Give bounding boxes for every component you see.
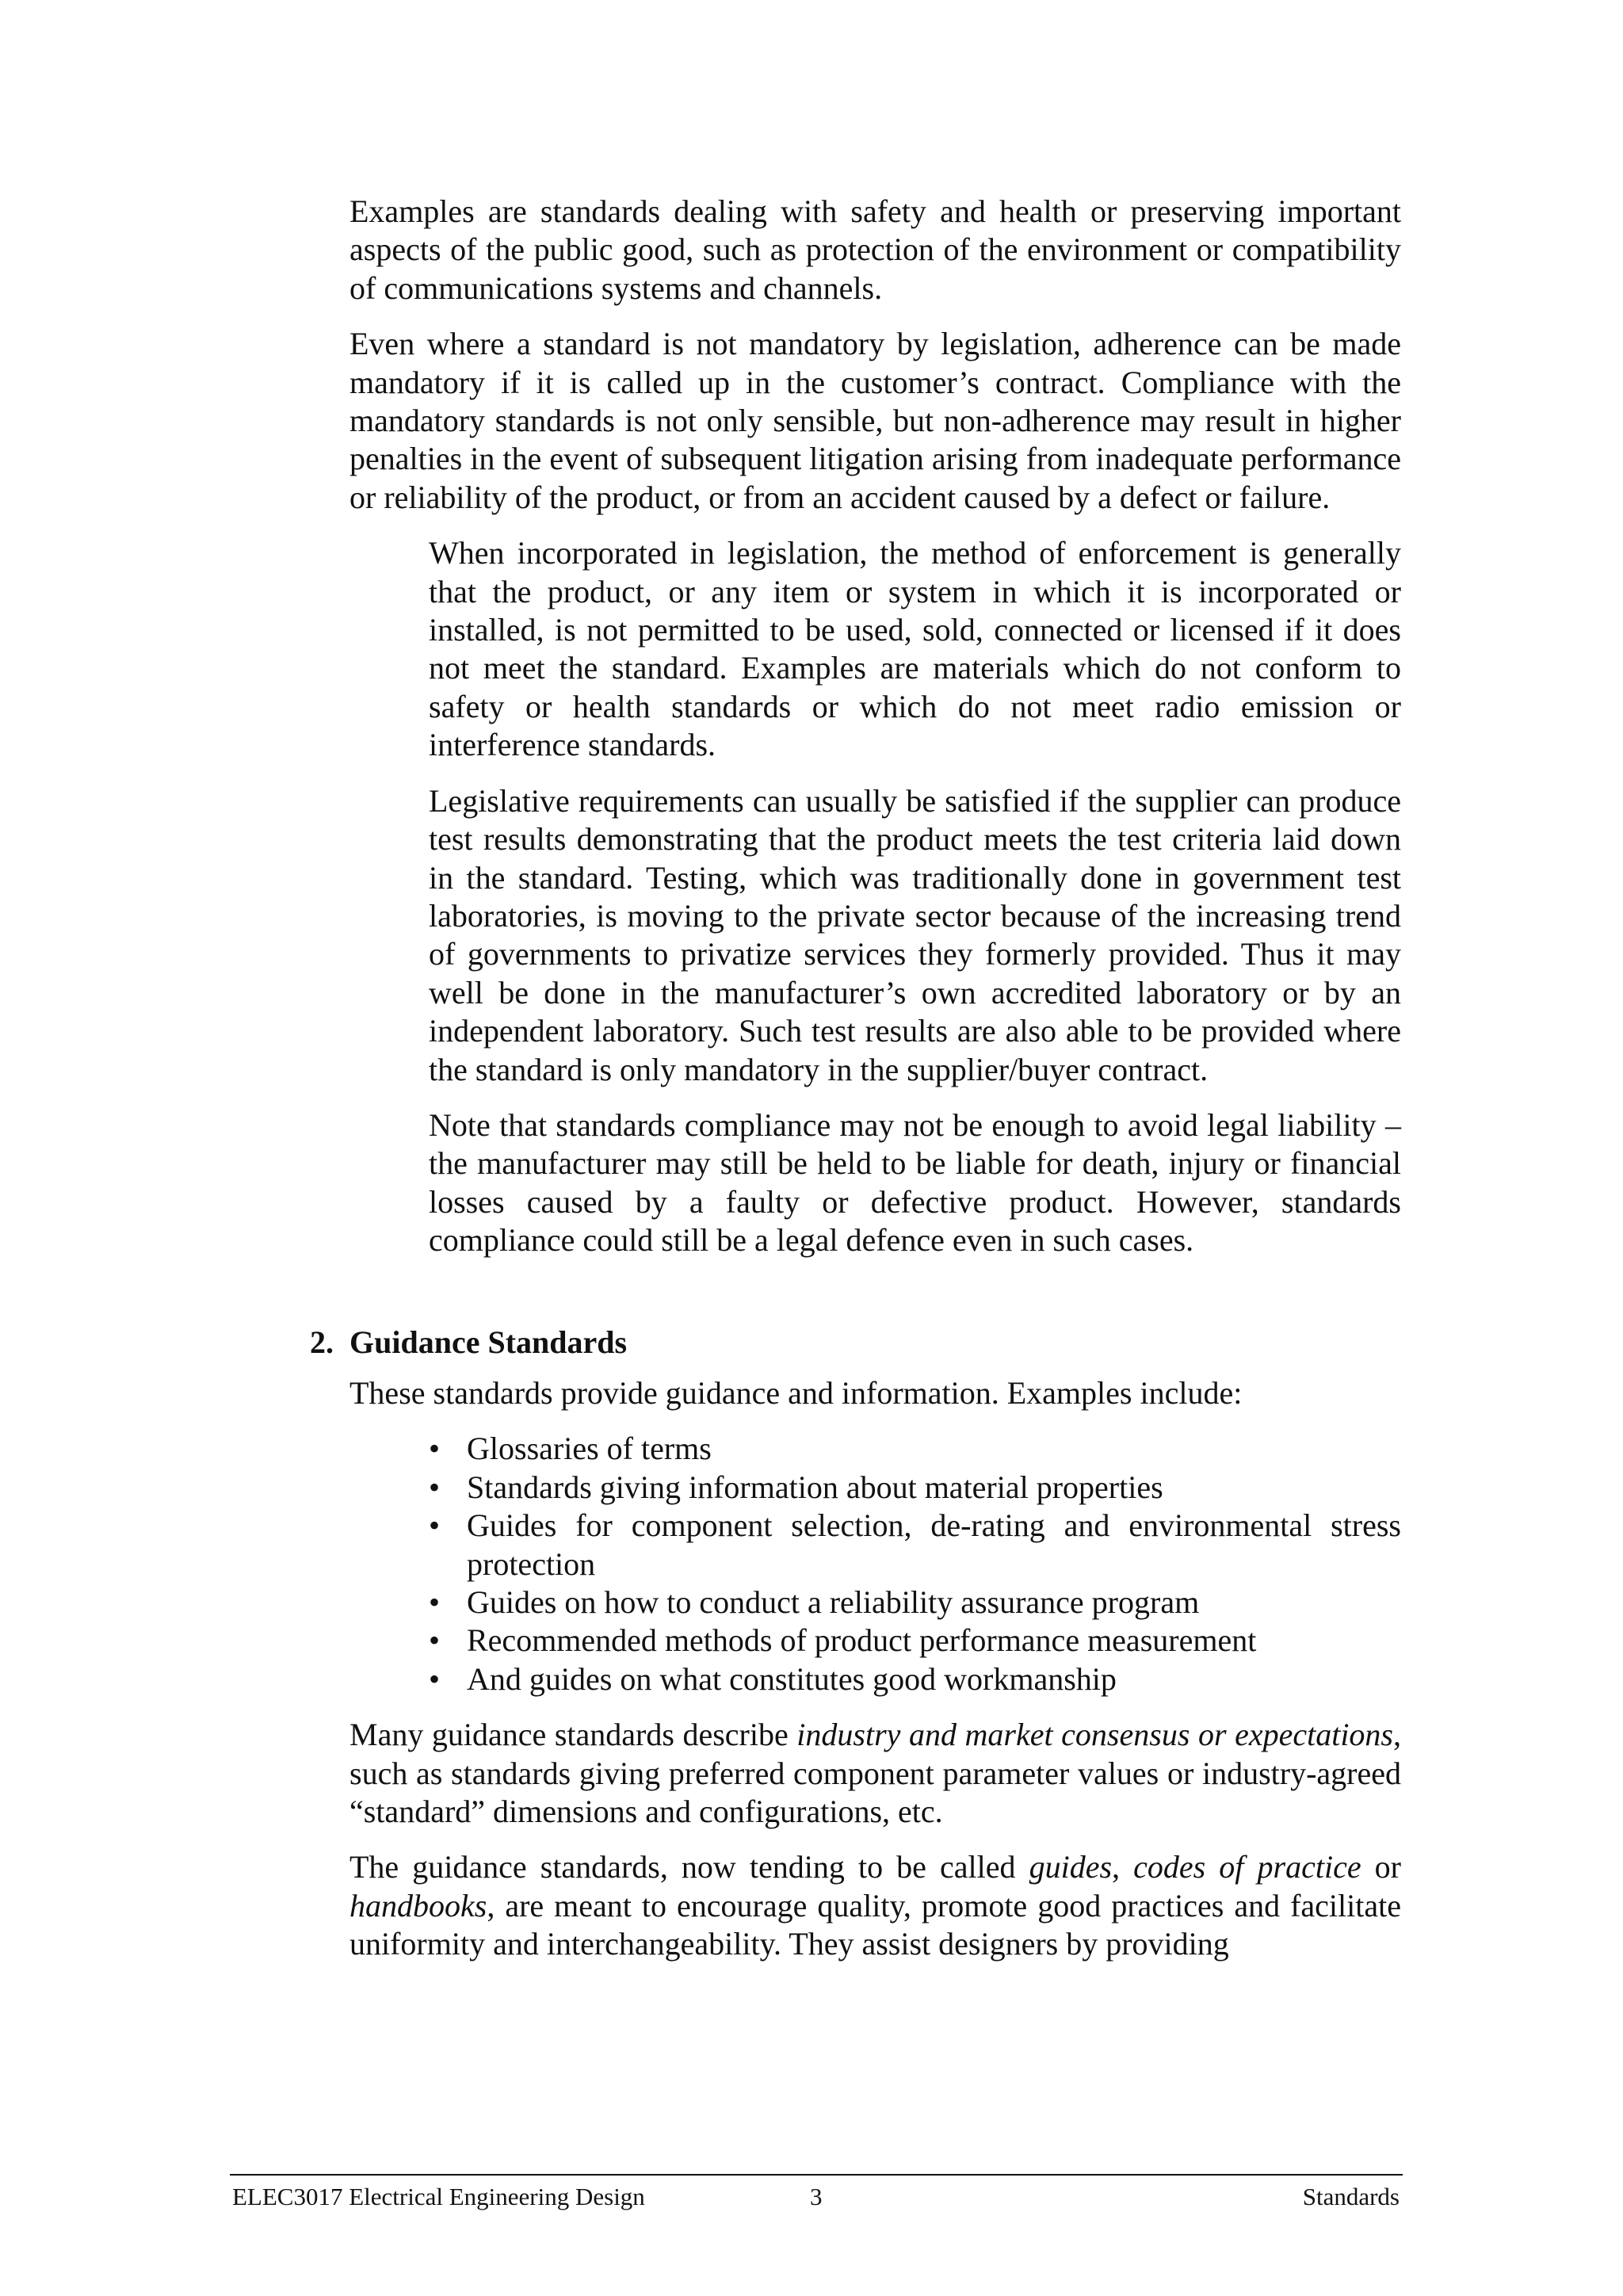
footer-section: Standards (1302, 2183, 1400, 2210)
italic-text-run: codes of practice (1133, 1849, 1361, 1885)
list-item-text: Standards giving information about material properties (467, 1469, 1163, 1505)
text-run: or (1361, 1849, 1401, 1885)
footer-rule (230, 2174, 1403, 2176)
bullet-icon: • (429, 1469, 441, 1505)
bullet-icon: • (429, 1622, 441, 1659)
italic-text-run: guides (1029, 1849, 1113, 1885)
list-item (349, 1507, 1401, 1584)
italic-text-run: industry and market consensus or expectations (796, 1717, 1394, 1753)
list-item (349, 1622, 1401, 1660)
bullet-icon: • (429, 1584, 441, 1620)
indented-paragraph: When incorporated in legislation, the method of enforcement is generally that the product, or any item or system in which it is incorporated or installed, is not permitted to be used, sold, connected or licensed if it does not meet the standard. Examples are materials which do not conform to safety or health standards or which do not meet radio emission or interference standards. (429, 535, 1401, 763)
text-run: , such as standards giving preferred component parameter values or industry-agreed “standard” dimensions and configurations, etc. (349, 1717, 1402, 1830)
list-item (349, 1584, 1401, 1622)
body-text (310, 193, 1402, 1981)
bullet-icon: • (429, 1431, 441, 1467)
list-item (349, 1430, 1401, 1468)
footer-page-number: 3 (810, 2183, 823, 2210)
list-item-text: And guides on what constitutes good workmanship (467, 1660, 1117, 1697)
section-heading (310, 1324, 1401, 1362)
section-intro: These standards provide guidance and information. Examples include: (349, 1374, 1243, 1411)
list-item-text: Guides for component selection, de-rating and environmental stress protection (467, 1507, 1401, 1582)
paragraph (349, 1848, 1401, 1963)
indented-paragraph: Legislative requirements can usually be satisfied if the supplier can produce test results demonstrating that the product meets the test criteria laid down in the standard. Testing, which was traditionally done in government test laboratories, is moving to the private sector because of the increasing trend of governments to privatize services they formerly provided. Thus it may well be done in the manufacturer’s own accredited laboratory or by an independent laboratory. Such test results are also able to be provided where the standard is only mandatory in the supplier/buyer contract. (429, 782, 1401, 1087)
paragraph: Even where a standard is not mandatory by legislation, adherence can be made mandatory if it is called up in the customer’s contract. Compliance with the mandatory standards is not only sensible, but non-adherence may result in higher penalties in the event of subsequent litigation arising from inadequate performance or reliability of the product, or from an accident caused by a defect or failure. (349, 326, 1401, 515)
paragraph (349, 1716, 1401, 1831)
list-item-text: Recommended methods of product performance measurement (467, 1622, 1257, 1659)
bullet-list (349, 1430, 1401, 1698)
section-spacer (349, 1278, 1401, 1324)
indented-paragraph: Note that standards compliance may not be enough to avoid legal liability – the manufacturer may still be held to be liable for death, injury or financial losses caused by a faulty or defective product. However, standards compliance could still be a legal defence even in such cases. (429, 1106, 1401, 1259)
bullet-icon: • (429, 1660, 441, 1697)
footer-course: ELEC3017 Electrical Engineering Design (232, 2183, 645, 2210)
list-item (349, 1469, 1401, 1507)
italic-text-run: handbooks (349, 1887, 487, 1924)
text-run: Many guidance standards describe (349, 1717, 797, 1753)
list-item-text: Glossaries of terms (467, 1431, 712, 1467)
paragraph: Examples are standards dealing with safety and health or preserving important aspects of the public good, such as protection of the environment or compatibility of communications systems and channels. (349, 193, 1401, 306)
text-run: , (1112, 1849, 1134, 1885)
section-number: 2. (310, 1324, 334, 1360)
text-run: , are meant to encourage quality, promote good practices and facilitate uniformity and interchangeability. They assist designers by providing (349, 1887, 1401, 1962)
section-title: Guidance Standards (349, 1324, 628, 1360)
list-item-text: Guides on how to conduct a reliability assurance program (467, 1584, 1200, 1620)
list-item (349, 1660, 1401, 1698)
text-run: The guidance standards, now tending to be called (349, 1849, 1029, 1885)
bullet-icon: • (429, 1507, 441, 1544)
